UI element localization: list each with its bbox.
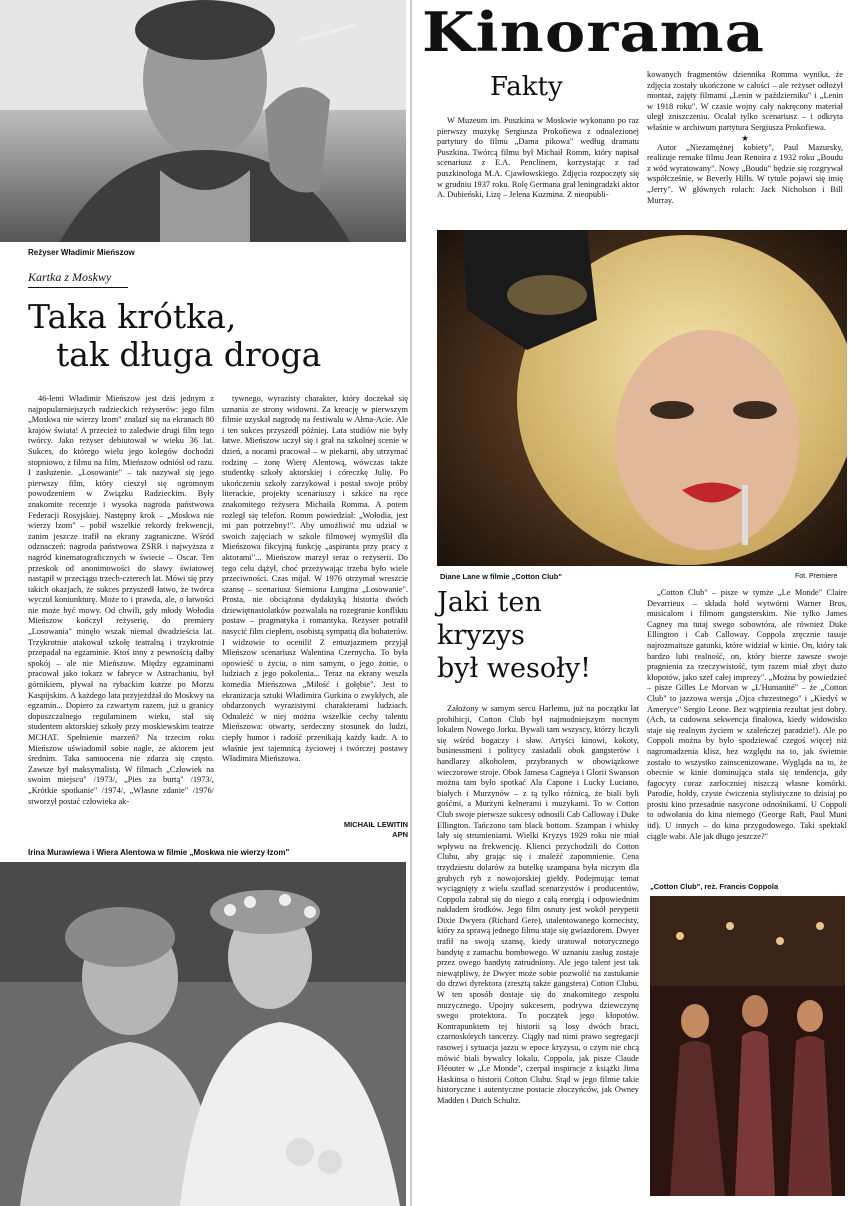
actresses-photo: [0, 862, 406, 1206]
masthead-kinorama: Kinorama: [422, 0, 766, 64]
cotton-club-dancers-photo: [650, 896, 845, 1196]
byline-agency: APN: [392, 830, 408, 839]
fakty-col-2-text: kowanych fragmentów dziennika Romma wynika, że zdjęcia zostały ukończone w całości – ale reżyser odłożył montaż, zajęty filmami „Lenin w październiku" i „Lenin w 1918 roku". W czasie wojny cały nakręcony materiał uległ zniszczeniu. Ocalał tylko scenariusz – i odkryta właśnie w archiwum partytura Sergiusza Prokofiewa.: [647, 70, 843, 132]
cotton-col-1: Założony w samym sercu Harlemu, już na początku lat prohibicji, Cotton Club był najmodniejszym nocnym lokalem Nowego Jorku. Bywali tam wszyscy, którzy liczyli się wśród bogaczy i sław. Artyści kinowi, kokoty, businessmeni i politycy zasiadali obok gangsterów i handlarzy alkoholem, przybranych w obowiązkowe wieczorowe stroje. Obok Jamesa Cagneya i Glorii Swanson można tam było spotkać Ala Capone i Lucky Luciano, białych i Murzynów – z tą tylko różnicą, że biali byli gośćmi, a Murzyni kelnerami i muzykami. To w Cotton Club swoje pierwsze sukcesy odnosili Cab Calloway i Duke Ellington. Tańczono tam black bottom. Szampan i whisky lały się strumieniami. Wielki Kryzys 1929 roku nie miał wpływu na frekwencję. Klienci przychodzili do Cotton Clubu, aby grając się i znaleźć zapomnienie. Cena trzydziestu dolarów za butelkę szampana była niczym dla grubych ryb z nowojorskiej giełdy. Podejmując temat wyciągnięty z wielu szuflad scenarzystów i producentów, Coppola zabrał się do niego z całą energią i odpowiednim nakładem środków. Jego film osnuty jest wokół perypetii Dixie Dwyera (Richard Gere), utalentowanego kornecisty, który za sprawą jednego filmu staje się gwiazdorem. Dwyer trafił na swoją szansę, kiedy uratował notorycznego bandytę z zamachu bombowego. W uznaniu zasług zostaje przez owego bandytę zatrudniony. Ale jego talent jest tak niewątpliwy, że Dwyer może sobie pozwolić na zastukanie do drzwi dyrektora (zresztą także gangstera) Cotton Clubu. W ten sposób dostaje się do znakomitego zespołu muzycznego. Upojny sukcesem, podrywa dziewczynę swego protektora. To początek jego kłopotów. Kontrapunktem tej historii są losy dwóch braci, czarnoskórych tancerzy. Ciągły nad nimi prawo segregacji rasowej i sytuacja jazzu w epoce kryzysu, o czym nie chcą mówić biali bywalcy lokalu. Coppola, jak pisze Claude Fléouter w „Le Monde", czerpał inspiracje z książki Jima Haskinsa o historii Cotton Clubu. Stąd w jego filmie takie historyczne i autentyczne postacie złoczyńców, jak Owney Madden i Dutch Schultz.: [437, 704, 639, 1105]
bottom-photo-caption: Irina Murawiewa i Wiera Alentowa w filmie „Moskwa nie wierzy łzom": [28, 848, 290, 857]
headline-jaki-ten-kryzys: [437, 586, 591, 685]
photo-credit: Fot. Premiere: [795, 573, 838, 580]
headline-line-1: Taka krótka,: [28, 297, 237, 336]
article-left-col-2: tywnego, wyrazisty charakter, który doczekał się uznania ze strony widowni. Za kreację w pierwszym filmie uzyskał nagrodę na festiwalu w Ałma-Acie. Ale i ten sukces przyszedł później. Lata studiów nie były łatwe. Mieńszow uczył się i grał na szkolnej scenie w dzień, a nocami pracował – w piekarni, aby utrzymać rodzinę – żonę Wierę Alentową, wówczas także studentkę szkoły aktorskiej i córeczkę Julię. Po ukończeniu szkoły zarzykował i postał swoje próby literackie, projekty scenariuszy i szkice na ręce znakomitego reżysera Michaiła Romma. A potem rozległ się telefon. Romm powiedział: „Wołodia, jest mi pan potrzebny!". Aby umożliwić mu udział w swoich zajęciach w szkole filmowej wymyślił dla Mieńszowa fikcyjną funkcję „aspiranta przy pracy z aktorami"... Mieńszow marzył teraz o reżyserii. Do tego celu dążył, choć przeżywając trzeba było wiele przeciwności. Czas mijał. W 1976 otrzymał wreszcie szansę – scenariusz Siemiona Łungina „Losowanie". Prosta, nie obciążona dydaktyką historia dwóch dziewiętnastolatków pozwalała na rozegranie konfliktu postaw – pragmatyka i romantyka. Reżyser potrafił nasycić film ciepłem, osobistą sympatią dla bohaterów. I widzowie to ocenili! Z entuzjazmem przyjął Mieńszow scenariusz Walentina Czernycha. To była opowieść o życiu, o nim samym, o jego żonie, o ludziach z jego pokolenia... Teraz na ekrany weszła komedia Mieńszowa „Miłość i gołębie". Jest to ekranizacja sztuki Władimira Gurkina o zwykłych, ale obdarzonych wyrazistymi charakterami ludziach. Odnaleźć w niej można wszelkie cechy talentu Mieńszowa: otwarty, serdeczny stosunek do ludzi, ciepły humor i radość przenikają każdy kadr. A to właśnie jest tajemnicą życiowej i twórczej postawy Władimira Mieńszowa.: [222, 394, 408, 764]
kicker-text: Kartka z Moskwy: [28, 270, 112, 284]
diane-lane-caption: Diane Lane w filmie „Cotton Club": [440, 572, 562, 581]
diane-lane-photo: [437, 230, 847, 566]
portrait-illustration: [0, 0, 406, 242]
fakty-heading: Fakty: [490, 72, 563, 102]
cotton-headline-line-3: był wesoły!: [437, 653, 591, 684]
headline-taka-krotka: [28, 298, 321, 374]
actresses-illustration: [0, 862, 406, 1206]
dancers-illustration: [650, 896, 845, 1196]
diane-lane-illustration: [437, 230, 847, 566]
fakty-col-2b-text: Autor „Niezamężnej kobiety", Paul Mazursky, realizuje remake filmu Jean Renoira z 1932 roku „Boudu z wód wyratowany". Nowy „Boudu" będzie się rozgrywał współcześnie, w Beverly Hills. W tytule pojawi się imię „Jerry". W głównych rolach: Jack Nicholson i Bill Murray.: [647, 142, 843, 205]
cotton-col-2: „Cotton Club" – pisze w tymże „Le Monde" Claire Devarrieux – składa hołd wytwórni Warner Bros, musicalom i filmom gangsterskim. Nie tylko James Cagney ma tutaj swego sobowtóra, ale również Duke Ellington i Cab Calloway. Coppola zręcznie tasuje najrozmaitsze gatunki, które widział w kinie. On, który tak bardzo lubi realność, on, który bierze zawsze swoje pragnienia za rzeczywistość, tym razem miał zbyt dużo kłopotów, jako szef całej imprezy". „Można by powiedzieć – pisze Gilles Le Morvan w „L'Humanité" – że „Cotton Club" to jazzowa wersja „Ojca chrzestnego" i „Kiedyś w Ameryce" Sergio Leone. Bez wątpienia rezultat jest dobry. (Ach, ta cudowna sekwencja finałowa, kiedy widowisko staje się realnym życiem w szaleńczej paradzie!). Ale po Coppoli można by było spodziewać czegoś więcej niż nagromadzenia klisz, bez względu na to, jak świetnie zostało to wszystko zainscenizowane. Wygląda na to, że obecnie w kinie dominująca stała się tendencja, gdy fagocyty coraz zarłoczniej niszczą własne komórki. Parodie, hołdy, czyste ćwiczenia stylistyczne to dzisiaj po prostu kino przesadnie nasycone odnośnikami. U Coppoli to odwołania do kina niemego (George Raft, Paul Muni itd). U innych – do kina przygodowego. Taki spektakl ciągle wabi. Ale jak długo jeszcze?": [647, 588, 847, 841]
cotton-headline-line-1: Jaki ten: [437, 587, 542, 618]
coppola-caption: „Cotton Club", reż. Francis Coppola: [650, 882, 779, 891]
fakty-col-2: [647, 70, 843, 220]
page-gutter: [410, 0, 412, 1206]
fakty-col-1: W Muzeum im. Puszkina w Moskwie wykonano po raz pierwszy muzykę Sergiusza Prokofiewa z odnalezionej partytury do filmu „Dama pikowa" według dramatu Puszkina. Twórcą filmu był Michaił Romm, który napisał scenariusz z E.A. Penclinem, korzystając z rad puszkinologa M.A. Cjawłowskiego. Zdjęcia rozpoczęty się w grudniu 1937 roku. Rolę Germana grał leningradzki aktor A. Dubieński, Lizę – Jelena Kuzmina. Z nieopubli-: [437, 116, 639, 200]
cotton-headline-line-2: kryzys: [437, 620, 525, 651]
headline-line-2: tak długa droga: [56, 335, 322, 374]
director-portrait-photo: [0, 0, 406, 242]
byline-author: MICHAIŁ LEWITIN: [343, 820, 408, 829]
byline: [222, 820, 408, 840]
article-left-col-1: 46-letni Władimir Mieńszow jest dziś jednym z najpopularniejszych radzieckich reżyserów: jego film „Moskwa nie wierzy łzom" znalazł się na ekranach 80 krajów świata! A przecież to zaledwie drugi film tego twórcy. Jako reżyser debiutował w wieku 36 lat. Sukces, do którego wielu jego kolegów dochodzi stopniowo, z filmu na film, Mieńszow odniósł od razu. I zasłużenie. „Losowanie" – tak nazywał się jego pierwszy film, który cieszył się ogromnym powodzeniem w Związku Radzieckim. Były znakomite recenzje i wysoka nagroda państwowa Federacji Rosyjskiej. Następny krok – „Moskwa nie wierzy łzom" – pobił wszelkie rekordy frekwencji, zanim jeszcze trafił na ekrany zagraniczne. Wśród odznaczeń: nagroda państwowa ZSRR i najwyższa z nagród kinematograficznych w świecie – Oscar. Ten przeskok od anonimowości do sławy światowej nastąpił w przeciągu trzech-czterech lat. Mówi się przy takich okazjach, że sukces przyszedł łatwo, że twórca wyczuł koniunkturę. Może to i prawda, ale, o łatwości nie może być mowy. Od chwili, gdy młody Wołodia Mieńszow kończył reżyserię, do premiery „Losowania" minęło wszak niemal dwadzieścia lat. Trzykrotnie atakował szkołę teatralną i trzykrotnie przepadał na egzaminie. Ktoś inny z pewnością dałby spokój – ale nie Mieńszow. Między egzaminami pracował jako tokarz w fabryce w Astrachaniu, był górnikiem, pływał na rybackim kutrze po Morzu Kaspijskim. A każdego lata przyjeżdżał do Moskwy na egzamin... Dopiero za czwartym razem, już u granicy dopuszczalnego regulaminem wieku, stał się studentem aktorskiej szkoły przy moskiewskim teatrze MCHAT. Spełnienie marzeń? Na trzecim roku Mieńszow uświadomił sobie nagle, że aktorem jest średnim. Taka samoocena nie zdarza się często. Zawsze był maksymalistą. W filmach „Człowiek na swoim miejscu" /1973/, „Pies za burtą" /1973/, „Krótkie spotkanie" /1974/, „Własne zdanie" /1976/ stworzył postać człowieka ak-: [28, 394, 214, 806]
kicker-box: [28, 268, 128, 288]
fakty-star: ★: [741, 133, 749, 143]
director-photo-caption: Reżyser Władimir Mieńszow: [28, 248, 135, 257]
